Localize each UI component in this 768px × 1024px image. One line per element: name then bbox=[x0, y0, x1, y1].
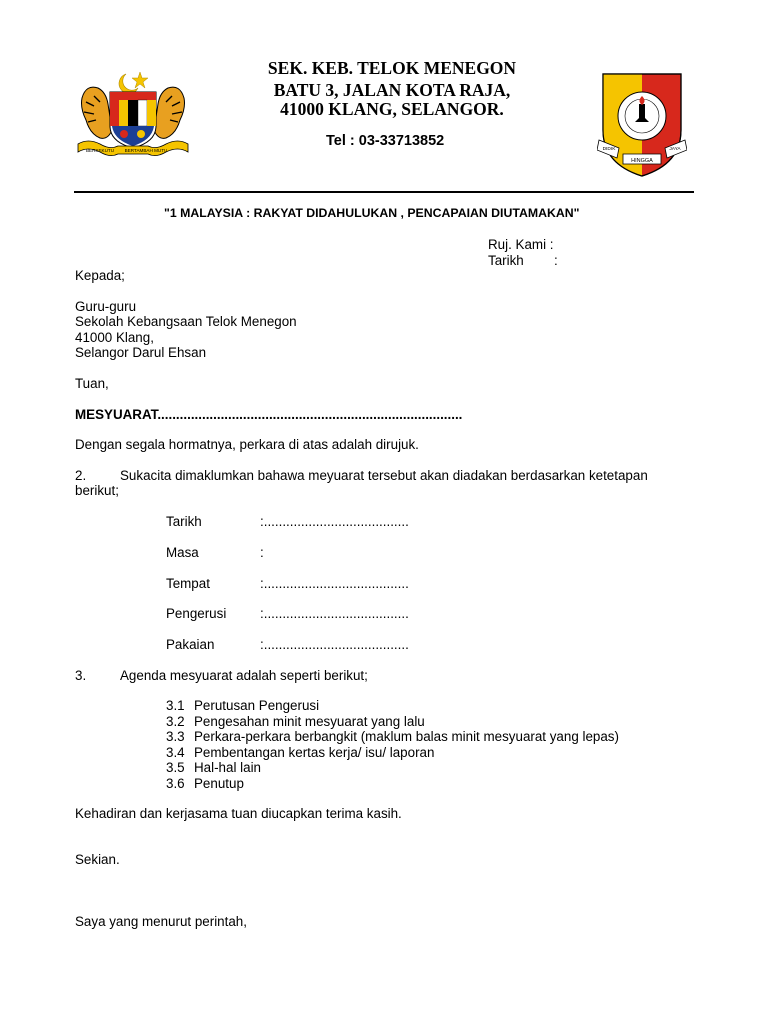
address-line: Guru-guru bbox=[75, 299, 137, 314]
detail-value: :....................................... bbox=[260, 514, 409, 529]
agenda-item: Perkara-perkara berbangkit (maklum balas minit mesyuarat yang lepas) bbox=[194, 729, 619, 744]
detail-value: :....................................... bbox=[260, 606, 409, 621]
detail-label: Tarikh bbox=[166, 514, 202, 529]
right-crest-motto-left: DIDIK bbox=[602, 147, 616, 152]
detail-label: Pengerusi bbox=[166, 606, 227, 621]
detail-value: :....................................... bbox=[260, 637, 409, 652]
para2-text: Sukacita dimaklumkan bahawa meyuarat tersebut akan diadakan berdasarkan ketetapan bbox=[120, 468, 648, 483]
agenda-item: Pengesahan minit mesyuarat yang lalu bbox=[194, 714, 425, 729]
school-crest-icon bbox=[597, 68, 687, 180]
agenda-number: 3.6 bbox=[166, 776, 185, 791]
left-crest-scroll-left: BERSEKUTU bbox=[85, 148, 115, 153]
agenda-number: 3.5 bbox=[166, 760, 185, 775]
salutation: Tuan, bbox=[75, 376, 109, 391]
agenda-item: Hal-hal lain bbox=[194, 760, 261, 775]
para3-number: 3. bbox=[75, 668, 87, 683]
school-address-line: BATU 3, JALAN KOTA RAJA, bbox=[273, 80, 511, 100]
detail-label: Masa bbox=[166, 545, 199, 560]
right-crest-motto-center: HINGGA bbox=[631, 158, 653, 164]
agenda-number: 3.4 bbox=[166, 745, 185, 760]
agenda-item: Perutusan Pengerusi bbox=[194, 698, 320, 713]
agenda-number: 3.2 bbox=[166, 714, 185, 729]
ruj-kami-label: Ruj. Kami : bbox=[488, 237, 554, 252]
header-divider bbox=[74, 191, 694, 193]
tarikh-ref-colon: : bbox=[554, 253, 558, 268]
agenda-number: 3.1 bbox=[166, 698, 185, 713]
telephone: Tel : 03-33713852 bbox=[326, 133, 445, 149]
left-crest-scroll-right: BERTAMBAH MUTU bbox=[124, 148, 168, 153]
signoff-text: Saya yang menurut perintah, bbox=[75, 914, 247, 929]
intro-paragraph: Dengan segala hormatnya, perkara di atas adalah dirujuk. bbox=[75, 437, 419, 452]
sekian-text: Sekian. bbox=[75, 852, 120, 867]
address-line: Sekolah Kebangsaan Telok Menegon bbox=[75, 314, 297, 329]
agenda-number: 3.3 bbox=[166, 729, 185, 744]
malaysia-coat-of-arms-icon bbox=[74, 68, 192, 160]
detail-label: Tempat bbox=[166, 576, 210, 591]
para3-text: Agenda mesyuarat adalah seperti berikut; bbox=[120, 668, 368, 683]
subject-line: MESYUARAT.................................................................................. bbox=[75, 407, 463, 422]
address-line: Selangor Darul Ehsan bbox=[75, 345, 207, 360]
detail-value: :....................................... bbox=[260, 576, 409, 591]
detail-value: : bbox=[260, 545, 264, 560]
slogan: "1 MALAYSIA : RAKYAT DIDAHULUKAN , PENCAPAIAN DIUTAMAKAN" bbox=[164, 206, 580, 220]
tarikh-ref-label: Tarikh bbox=[488, 253, 524, 268]
closing-paragraph: Kehadiran dan kerjasama tuan diucapkan terima kasih. bbox=[75, 806, 402, 821]
para2-text-continued: berikut; bbox=[75, 483, 119, 498]
school-city-line: 41000 KLANG, SELANGOR. bbox=[280, 99, 504, 119]
address-line: 41000 Klang, bbox=[75, 330, 154, 345]
detail-label: Pakaian bbox=[166, 637, 215, 652]
kepada-label: Kepada; bbox=[75, 268, 125, 283]
para2-number: 2. bbox=[75, 468, 87, 483]
agenda-item: Penutup bbox=[194, 776, 244, 791]
right-crest-motto-right: JAYA bbox=[669, 147, 681, 152]
school-name: SEK. KEB. TELOK MENEGON bbox=[267, 58, 517, 78]
agenda-item: Pembentangan kertas kerja/ isu/ laporan bbox=[194, 745, 435, 760]
